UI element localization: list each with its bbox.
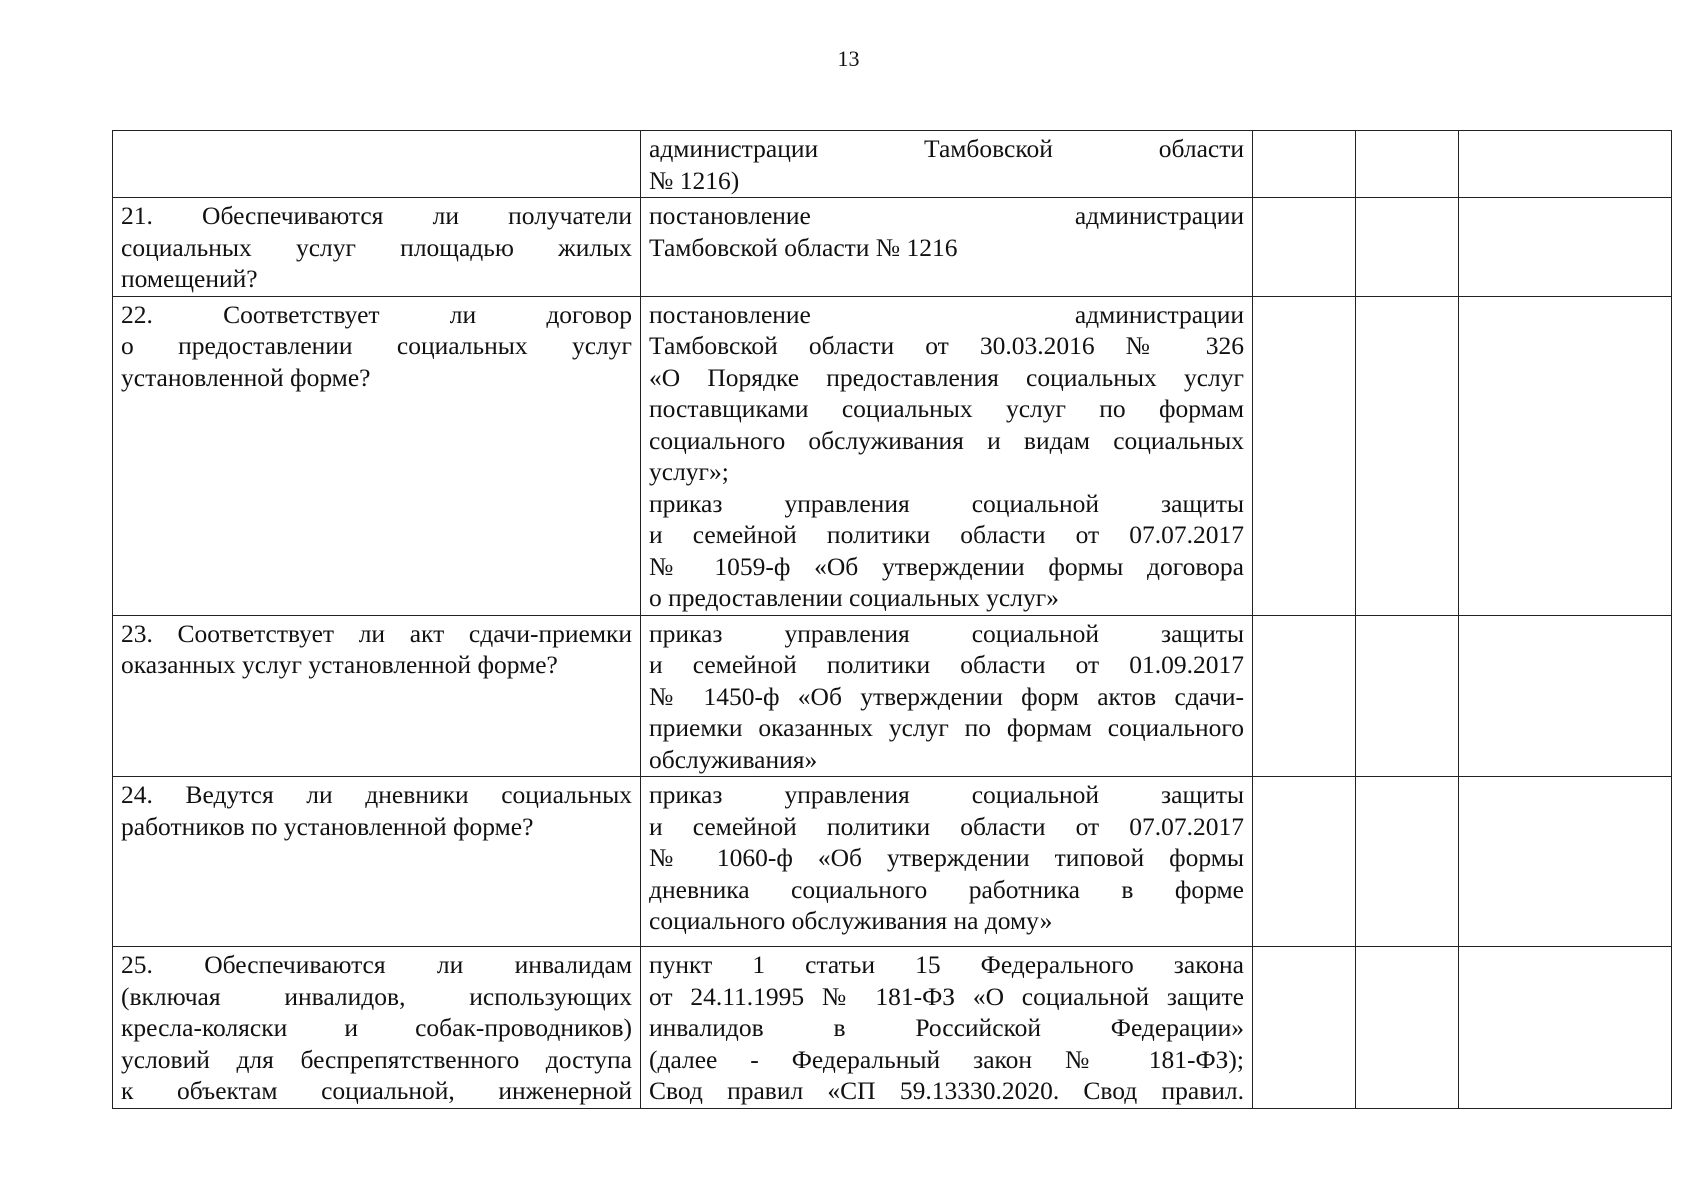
legal-basis-line: «О Порядке предоставления социальных услуг: [649, 362, 1244, 392]
answer-yes-cell: [1253, 296, 1356, 615]
answer-no-cell: [1356, 947, 1459, 1109]
notes-cell: [1459, 198, 1672, 297]
legal-basis-line: о предоставлении социальных услуг»: [649, 583, 1059, 612]
answer-no-cell: [1356, 296, 1459, 615]
legal-basis-line: Тамбовской области № 1216: [649, 232, 958, 262]
notes-cell: [1459, 947, 1672, 1109]
legal-basis-line: № 1060-ф «Об утверждении типовой формы: [649, 843, 1244, 872]
question-line: 23. Соответствует ли акт сдачи-приемки: [121, 618, 632, 648]
question-line: к объектам социальной, инженерной: [121, 1076, 632, 1105]
notes-cell: [1459, 777, 1672, 947]
legal-basis-line: № 1059-ф «Об утверждении формы договора: [649, 551, 1244, 581]
notes-cell: [1459, 296, 1672, 615]
legal-basis-cell: [641, 615, 1253, 777]
question-cell: [113, 947, 641, 1109]
table-row: [113, 615, 1672, 777]
legal-basis-line: Тамбовской области от 30.03.2016 № 326: [649, 331, 1244, 360]
legal-basis-cell: [641, 131, 1253, 198]
question-line: социальных услуг площадью жилых: [121, 232, 632, 262]
answer-no-cell: [1356, 198, 1459, 297]
legal-basis-line: и семейной политики области от 07.07.2017: [649, 520, 1244, 549]
question-cell: [113, 777, 641, 947]
legal-basis-line: и семейной политики области от 07.07.2017: [649, 811, 1244, 841]
question-cell: [113, 296, 641, 615]
question-cell: [113, 615, 641, 777]
table-row: [113, 777, 1672, 947]
legal-basis-line: приемки оказанных услуг по формам социального: [649, 713, 1244, 742]
question-line: 24. Ведутся ли дневники социальных: [121, 780, 632, 809]
question-line: 25. Обеспечиваются ли инвалидам: [121, 950, 632, 979]
legal-basis-line: постановление администрации: [649, 299, 1244, 329]
question-line: кресла-коляски и собак-проводников): [121, 1013, 632, 1042]
legal-basis-line: приказ управления социальной защиты: [649, 618, 1244, 648]
legal-basis-line: от 24.11.1995 № 181-ФЗ «О социальной защите: [649, 981, 1244, 1011]
question-line: о предоставлении социальных услуг: [121, 331, 632, 360]
legal-basis-cell: [641, 296, 1253, 615]
question-cell: [113, 131, 641, 198]
legal-basis-line: приказ управления социальной защиты: [649, 488, 1244, 518]
table-row: [113, 198, 1672, 297]
answer-yes-cell: [1253, 947, 1356, 1109]
legal-basis-cell: [641, 198, 1253, 297]
question-line: 22. Соответствует ли договор: [121, 299, 632, 329]
question-line: работников по установленной форме?: [121, 811, 534, 841]
answer-yes-cell: [1253, 615, 1356, 777]
legal-basis-cell: [641, 947, 1253, 1109]
answer-yes-cell: [1253, 131, 1356, 198]
answer-yes-cell: [1253, 777, 1356, 947]
legal-basis-line: социального обслуживания и видам социальных: [649, 425, 1244, 455]
question-line: помещений?: [121, 264, 258, 293]
page-number: 13: [837, 46, 860, 71]
question-line: оказанных услуг установленной форме?: [121, 650, 558, 679]
table-row: [113, 947, 1672, 1109]
notes-cell: [1459, 615, 1672, 777]
legal-basis-line: № 1216): [649, 165, 740, 195]
question-cell: [113, 198, 641, 297]
checklist-table: [112, 130, 1672, 1109]
legal-basis-line: и семейной политики области от 01.09.2017: [649, 650, 1244, 679]
question-line: (включая инвалидов, использующих: [121, 981, 632, 1011]
legal-basis-line: услуг»;: [649, 457, 729, 486]
legal-basis-line: приказ управления социальной защиты: [649, 780, 1244, 809]
answer-yes-cell: [1253, 198, 1356, 297]
legal-basis-line: поставщиками социальных услуг по формам: [649, 394, 1244, 423]
legal-basis-line: обслуживания»: [649, 744, 818, 774]
legal-basis-line: № 1450-ф «Об утверждении форм актов сдачи-: [649, 681, 1244, 711]
legal-basis-cell: [641, 777, 1253, 947]
table-row: [113, 131, 1672, 198]
table-row: [113, 296, 1672, 615]
answer-no-cell: [1356, 777, 1459, 947]
answer-no-cell: [1356, 131, 1459, 198]
notes-cell: [1459, 131, 1672, 198]
answer-no-cell: [1356, 615, 1459, 777]
legal-basis-line: пункт 1 статьи 15 Федерального закона: [649, 950, 1244, 979]
legal-basis-line: дневника социального работника в форме: [649, 874, 1244, 904]
legal-basis-line: (далее - Федеральный закон № 181-ФЗ);: [649, 1044, 1244, 1074]
legal-basis-line: Свод правил «СП 59.13330.2020. Свод правил.: [649, 1076, 1244, 1105]
question-line: условий для беспрепятственного доступа: [121, 1044, 632, 1074]
legal-basis-line: социального обслуживания на дому»: [649, 906, 1053, 935]
legal-basis-line: инвалидов в Российской Федерации»: [649, 1013, 1244, 1042]
legal-basis-line: администрации Тамбовской области: [649, 134, 1244, 163]
question-line: 21. Обеспечиваются ли получатели: [121, 201, 632, 230]
legal-basis-line: постановление администрации: [649, 201, 1244, 230]
question-line: установленной форме?: [121, 362, 371, 392]
